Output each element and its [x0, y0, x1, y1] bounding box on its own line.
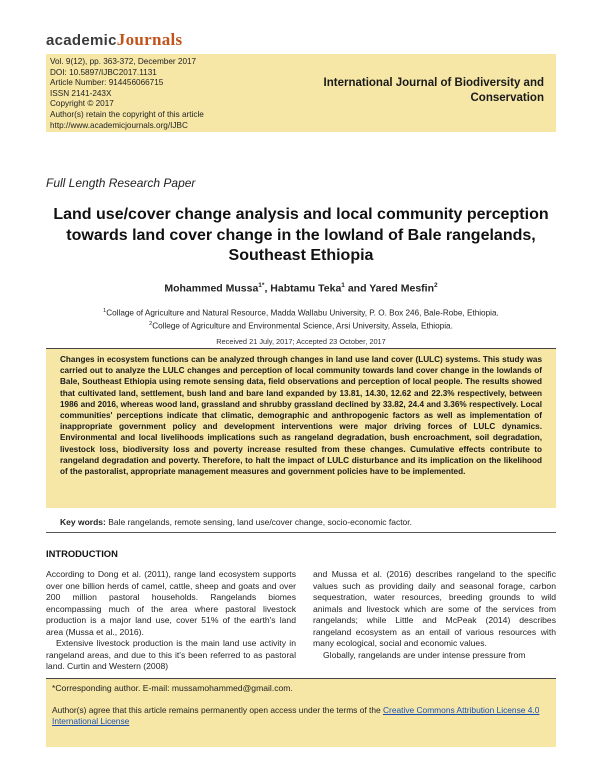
corresponding-author: *Corresponding author. E-mail: mussamohammed@gmail.com. [52, 683, 293, 693]
author-name: Mohammed Mussa [164, 282, 259, 295]
body-column-left [46, 569, 296, 673]
affiliation-2: $^2$College of Agriculture and Environmental Science, Arsi University, Assela, Ethiopia. [149, 321, 453, 331]
paragraph: According to Dong et al. (2011), range land ecosystem supports over one billion herds of camel, cattle, sheep and goats and over 200 million pastoral households. Rangelands biomes encompassing much of the area where pastoral livestock production is a major land use, cover 51% of the earth's land area (Mussa et al., 2016). [46, 569, 296, 637]
divider [46, 532, 556, 533]
footer-notes [46, 678, 556, 747]
author-list: Mohammed Mussa$^{1*}$, Habtamu Teka$^1$ and Yared Mesfin$^2$ [164, 282, 438, 295]
license-note: Author(s) agree that this article remains permanently open access under the terms of the Creative Commons Attribution License 4.0 International License [52, 705, 540, 726]
body-column-right [313, 569, 556, 661]
journal-header [46, 54, 556, 132]
publisher-logo: academicJournals [46, 30, 183, 49]
issn-line: ISSN 2141-243X [50, 88, 112, 98]
author-name: Habtamu Teka [270, 282, 342, 295]
affiliation-1: $^1$Collage of Agriculture and Natural Resource, Madda Wallabu University, P. O. Box 246, Bale-Robe, Ethiopia. [103, 308, 499, 318]
author-name: Yared Mesfin [369, 282, 435, 295]
abstract-box [46, 348, 556, 508]
section-heading: INTRODUCTION [46, 548, 118, 559]
article-metadata [50, 57, 250, 131]
article-number-line: Article Number: 914456066715 [50, 78, 164, 88]
paper-title: Land use/cover change analysis and local community perception towards land cover change in the lowland of Bale rangelands, Southeast Ethiopia [53, 206, 549, 264]
journal-url-line[interactable]: http://www.academicjournals.org/IJBC [50, 120, 188, 130]
paragraph: Globally, rangelands are under intense pressure from [323, 649, 526, 660]
volume-line: Vol. 9(12), pp. 363-372, December 2017 [50, 57, 197, 66]
paper-type: Full Length Research Paper [46, 176, 196, 190]
journal-title: International Journal of Biodiversity and Conservation [323, 77, 544, 104]
affiliations [46, 306, 556, 332]
keywords: Key words: Bale rangelands, remote sensing, land use/cover change, socio-economic factor. [60, 517, 413, 527]
paragraph: and Mussa et al. (2016) describes rangeland to the specific values such as providing daily and seasonal forage, carbon sequestration, water resources, breeding grounds to wild animals and livestock which are some of the services from rangelands; while Little and McPeak (2014) describes rangeland ecosystem as an entail of various resources with many ecological, social and economic values. [313, 569, 556, 648]
license-link[interactable]: Creative Commons Attribution License 4.0 International License [52, 705, 540, 726]
paragraph: Extensive livestock production is the main land use activity in rangeland areas, and due to this it's been referred to as pastoral land. Curtin and Western (2008) [46, 638, 296, 671]
doi-line: DOI: 10.5897/IJBC2017.1131 [50, 67, 157, 77]
copyright-note-line: Author(s) retain the copyright of this article [50, 109, 204, 119]
received-accepted-dates: Received 21 July, 2017; Accepted 23 October, 2017 [216, 337, 386, 346]
copyright-line: Copyright © 2017 [50, 99, 114, 109]
abstract-text: Changes in ecosystem functions can be analyzed through changes in land use land cover (LULC) systems. This study was carried out to analyze the LULC changes and perception of local community towards land cover change in the lowlands of Bale, Southeast Ethiopia using remote sensing data, field observations and perception of local people. The results showed that cultivated land, settlement, bush land and bare land expanded by 13.81, 14.30, 12.62 and 22.3% respectively, between 1986 and 2016, whereas wood land, grassland and shrubby grassland declined by 33.82, 24.4 and 3.36% respectively. Local communities' perceptions indicate that climatic, demographic and anthropogenic factors as well as implementation of inappropriate government policy and development interventions were major driving forces of LULC dynamics. Environmental and local livelihoods implications such as rangeland degradation, bush encroachment, soil degradation, livestock loss, biodiversity loss and poverty increase resulted from these changes. Cumulative effects contribute to rangeland degradation and poverty. Therefore, to halt the impact of LULC disturbance and its implication on the likelihood of the pastoralist, appropriate management measures and government policies have to be implemented. [60, 355, 542, 477]
